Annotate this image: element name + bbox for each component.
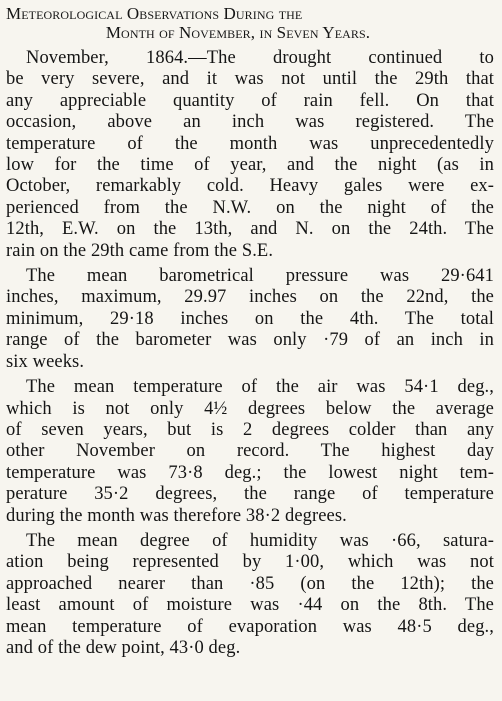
paragraph-drought (6, 48, 494, 262)
text-line: of seven years, but is 2 degrees colder than any (6, 419, 494, 440)
text-line: The mean temperature of the air was 54·1 deg., (26, 377, 494, 398)
text-line: perienced from the N.W. on the night of the (6, 197, 494, 218)
text-line: rain on the 29th came from the S.E. (6, 240, 274, 261)
text-line: The mean degree of humidity was ·66, satura- (26, 530, 494, 551)
text-line: and of the dew point, 43·0 deg. (6, 637, 241, 658)
paragraph-barometer (6, 266, 494, 373)
text-line: low for the time of year, and the night (as in (6, 155, 494, 176)
text-line: which is not only 4½ degrees below the average (6, 398, 494, 419)
heading-line-2: Month of November, in Seven Years. (105, 23, 371, 42)
text-line: 12th, E.W. on the 13th, and N. on the 24th. The (6, 219, 494, 240)
text-line: mean temperature of evaporation was 48·5 deg., (6, 616, 494, 637)
text-line: ation being represented by 1·00, which was not (6, 552, 494, 573)
text-line: any appreciable quantity of rain fell. On that (6, 90, 494, 111)
paragraph-humidity (6, 531, 494, 659)
text-line: during the month was therefore 38·2 degrees. (6, 505, 347, 526)
text-line: other November on record. The highest day (6, 441, 494, 462)
paragraph-temperature (6, 377, 494, 527)
text-line: inches, maximum, 29.97 inches on the 22nd, the (6, 287, 494, 308)
text-line: The mean barometrical pressure was 29·641 (26, 266, 494, 287)
heading-line-1: Meteorological Observations During the (6, 4, 303, 23)
text-line: occasion, above an inch was registered. The (6, 112, 494, 133)
text-line: be very severe, and it was not until the 29th that (6, 69, 494, 90)
text-line: perature 35·2 degrees, the range of temperature (6, 484, 494, 505)
text-line: approached nearer than ·85 (on the 12th); the (6, 573, 494, 594)
text-line: least amount of moisture was ·44 on the 8th. The (6, 595, 494, 616)
text-line: temperature of the month was unprecedentedly (6, 133, 494, 154)
text-line: six weeks. (6, 351, 85, 372)
text-line: temperature was 73·8 deg.; the lowest night tem- (6, 462, 494, 483)
text-line: October, remarkably cold. Heavy gales were ex- (6, 176, 494, 197)
text-line: range of the barometer was only ·79 of an inch in (6, 330, 494, 351)
text-line: minimum, 29·18 inches on the 4th. The total (6, 308, 494, 329)
text-line: November, 1864.—The drought continued to (26, 48, 494, 68)
article-heading (6, 4, 494, 42)
